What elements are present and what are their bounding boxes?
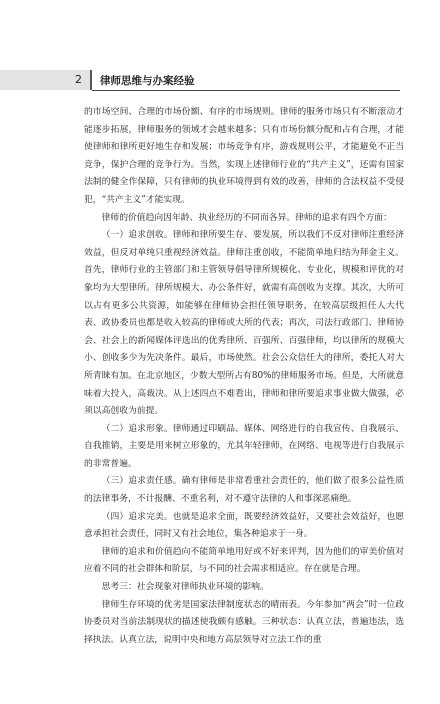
paragraph: 的市场空间、合理的市场份额、有序的市场规则。律师的服务市场只有不断滚动才能逐步拓展，律师服务的领域才会越来越多；只有市场份额分配和占有合理，才能使律师和律所更好地生存和发展；市场竞争有序，游戏规则公平，才能避免不正当竞争，保护合理的竞争行为。当然，实现上述律师行业的“共产主义”，还需有国家法制的健全作保障，只有律师的执业环境得到有效的改善，律师的合法权益不受侵犯，“共产主义”才能实现。 — [84, 107, 404, 205]
page-header — [0, 70, 440, 94]
body-text — [84, 104, 404, 649]
paragraph: （四）追求完美。也就是追求全面，既要经济效益好，又要社会效益好，也愿意承担社会责任，同时又有社会地位，集各种追求于一身。 — [84, 511, 404, 540]
paragraph: 律师的价值趋向因年龄、执业经历的不同而各异。律师的追求有四个方面： — [101, 212, 392, 223]
paragraph: （二）追求形象。律师通过印刷品、媒体、网络进行的自我宣传、自我展示、自我推销，主要是用来树立形象的，尤其年轻律师，在网络、电视等进行自我展示的非常普遍。 — [84, 423, 404, 469]
paragraph: 律师的追求和价值趋向不能简单地用好或不好来评判，因为他们的审美价值对应着不同的社会群体和阶层，与不同的社会需求相适应。存在就是合理。 — [84, 546, 404, 575]
header-rule — [92, 90, 400, 91]
paragraph: 律师生存环境的优劣是国家法律制度状态的晴雨表。今年参加“两会”时一位政协委员对当前法制现状的描述使我颇有感触。三种状态：认真立法，普遍违法，选择执法。认真立法，说明中央和地方高层领导对立法工作的重 — [84, 599, 404, 645]
paragraph: （三）追求责任感。确有律师是非常看重社会责任的，他们做了很多公益性质的法律事务，不计报酬、不重名利，对不遵守法律的人和事深恶痛绝。 — [84, 476, 404, 505]
paragraph: （一）追求创收。律师和律所要生存、要发展，所以我们不反对律师注重经济效益，但反对单纯只重视经济效益。律师注重创收，不能简单地归结为拜金主义。首先，律师行业的主管部门和主管领导倡导律所规模化、专业化，规模和评优的对象均为大型律所。律所规模大、办公条件好，就需有高创收为支撑。其次，大所可以占有更多公共资源，如能够在律师协会担任领导职务，在较高层级担任人大代表、政协委员也都是收入较高的律师或大所的代表；再次，司法行政部门、律师协会、社会上的新闻媒体评选出的优秀律所、百强所、百强律师，均以律所的规模大小、创收多少为先决条件。最后，市场使然。社会公众信任大的律所，委托人对大所青睐有加。在北京地区，少数大型所占有80%的律师服务市场。但是，大所就意味着大投入，高裁决。从上述四点不难看出，律师和律所要追求事业做大做强，必须以高创收为前提。 — [84, 230, 404, 417]
page-number-box — [0, 70, 92, 90]
section-heading: 思考三：社会现象对律师执业环境的影响。 — [101, 582, 269, 593]
running-title: 律师思维与办案经验 — [100, 75, 195, 87]
page-number: 2 — [75, 73, 82, 86]
